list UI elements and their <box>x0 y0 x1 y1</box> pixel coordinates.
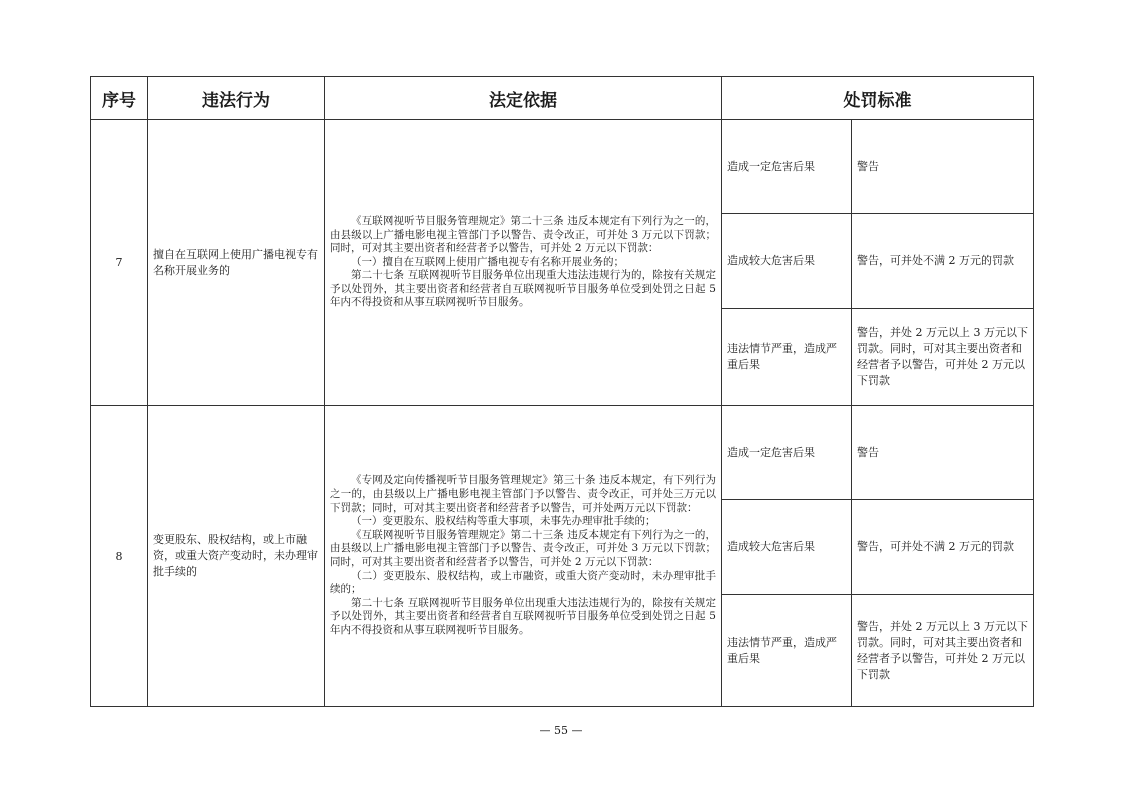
severity-cell: 造成一定危害后果 <box>722 120 852 214</box>
basis-paragraph: 第二十七条 互联网视听节目服务单位出现重大违法违规行为的，除按有关规定予以处罚外，其主要出资者和经营者自互联网视听节目服务单位受到处罚之日起 5 年内不得投资和从事互联网视听节目服务。 <box>330 596 716 636</box>
row-number: 8 <box>91 406 148 707</box>
table-header-row <box>91 77 1034 120</box>
basis-paragraph: 《互联网视听节目服务管理规定》第二十三条 违反本规定有下列行为之一的，由县级以上广播电影电视主管部门予以警告、责令改正，可并处 3 万元以下罚款；同时，可对其主要出资者和经营者予以警告，可并处 2 万元以下罚款： <box>330 528 716 568</box>
severity-cell: 违法情节严重，造成严重后果 <box>722 595 852 707</box>
severity-cell: 造成较大危害后果 <box>722 500 852 595</box>
violation-cell: 变更股东、股权结构，或上市融资，或重大资产变动时，未办理审批手续的 <box>148 406 325 707</box>
legal-basis-cell <box>325 406 722 707</box>
penalty-cell: 警告，可并处不满 2 万元的罚款 <box>852 500 1034 595</box>
page-number: — 55 — <box>539 724 583 737</box>
header-violation: 违法行为 <box>148 77 325 120</box>
penalty-standards-table <box>90 76 1034 707</box>
penalty-cell: 警告，并处 2 万元以上 3 万元以下罚款。同时，可对其主要出资者和经营者予以警告，可并处 2 万元以下罚款 <box>852 595 1034 707</box>
severity-cell: 造成一定危害后果 <box>722 406 852 500</box>
violation-cell: 擅自在互联网上使用广播电视专有名称开展业务的 <box>148 120 325 406</box>
row-number: 7 <box>91 120 148 406</box>
table-row <box>91 120 1034 214</box>
basis-paragraph: 《互联网视听节目服务管理规定》第二十三条 违反本规定有下列行为之一的，由县级以上广播电影电视主管部门予以警告、责令改正，可并处 3 万元以下罚款；同时，可对其主要出资者和经营者予以警告，可并处 2 万元以下罚款： <box>330 214 716 255</box>
penalty-cell: 警告，可并处不满 2 万元的罚款 <box>852 214 1034 309</box>
basis-paragraph: （一）擅自在互联网上使用广播电视专有名称开展业务的； <box>351 255 624 268</box>
severity-cell: 违法情节严重，造成严重后果 <box>722 309 852 406</box>
header-penalty-standard: 处罚标准 <box>722 77 1034 120</box>
penalty-cell: 警告 <box>852 120 1034 214</box>
basis-paragraph: 第二十七条 互联网视听节目服务单位出现重大违法违规行为的，除按有关规定予以处罚外，其主要出资者和经营者自互联网视听节目服务单位受到处罚之日起 5 年内不得投资和从事互联网视听节目服务。 <box>330 269 716 309</box>
header-number: 序号 <box>91 77 148 120</box>
basis-paragraph: （一）变更股东、股权结构等重大事项，未事先办理审批手续的； <box>351 515 656 528</box>
basis-paragraph: 《专网及定向传播视听节目服务管理规定》第三十条 违反本规定，有下列行为之一的，由县级以上广播电影电视主管部门予以警告、责令改正，可并处三万元以下罚款；同时，可对其主要出资者和经营者予以警告，可并处两万元以下罚款： <box>330 474 716 514</box>
header-legal-basis: 法定依据 <box>325 77 722 120</box>
severity-cell: 造成较大危害后果 <box>722 214 852 309</box>
legal-basis-cell <box>325 120 722 406</box>
penalty-cell: 警告 <box>852 406 1034 500</box>
penalty-cell: 警告，并处 2 万元以上 3 万元以下罚款。同时，可对其主要出资者和经营者予以警告，可并处 2 万元以下罚款 <box>852 309 1034 406</box>
table-row <box>91 406 1034 500</box>
basis-paragraph: （二）变更股东、股权结构，或上市融资，或重大资产变动时，未办理审批手续的； <box>330 569 716 596</box>
